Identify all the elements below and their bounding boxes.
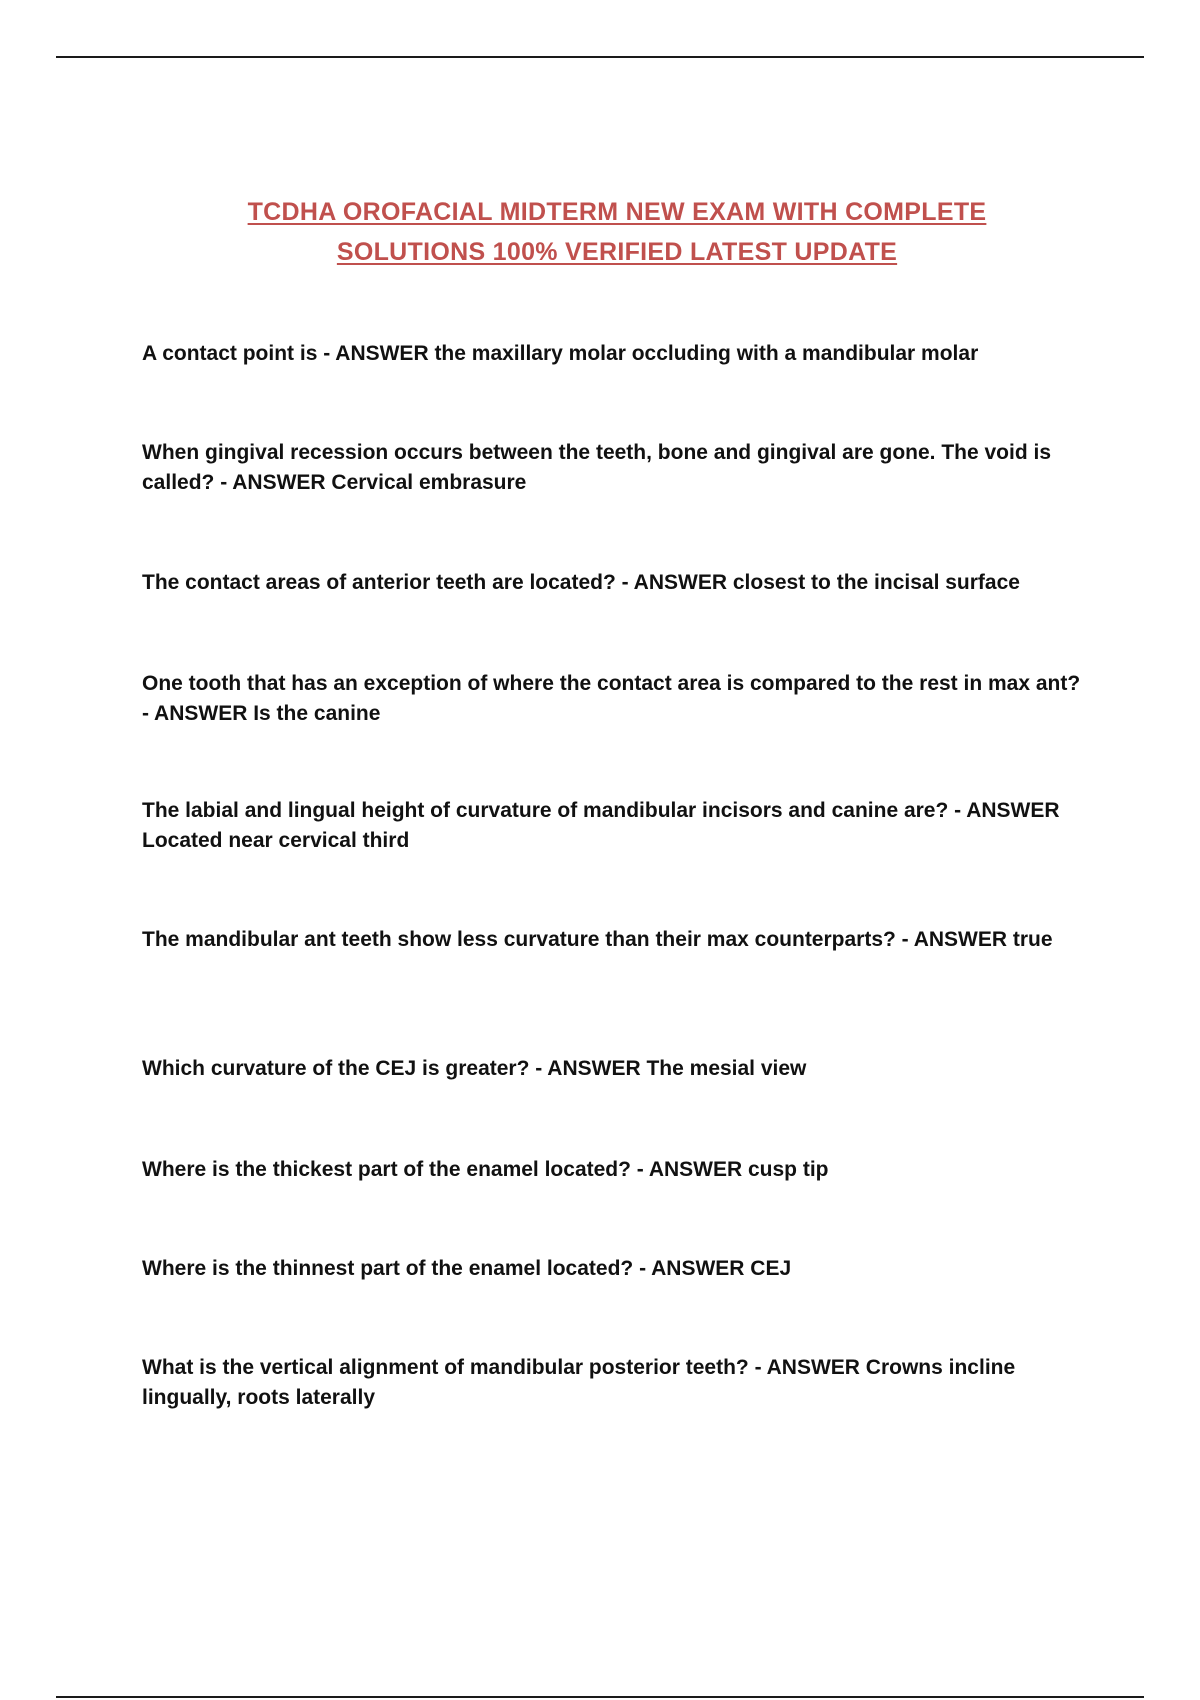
title-line-2: SOLUTIONS 100% VERIFIED LATEST UPDATE: [336, 238, 898, 266]
qa-item: What is the vertical alignment of mandibular posterior teeth? - ANSWER Crowns incline lingually, roots laterally: [142, 1356, 1016, 1409]
qa-item: Which curvature of the CEJ is greater? - ANSWER The mesial view: [142, 1057, 807, 1080]
bottom-rule: [56, 1696, 1144, 1698]
qa-item: The labial and lingual height of curvature of mandibular incisors and canine are? - ANSWER Located near cervical third: [142, 799, 1060, 852]
title-line-1: TCDHA OROFACIAL MIDTERM NEW EXAM WITH COMPLETE: [247, 198, 987, 226]
qa-item: One tooth that has an exception of where the contact area is compared to the rest in max ant? - ANSWER Is the canine: [142, 672, 1081, 725]
qa-item: Where is the thinnest part of the enamel located? - ANSWER CEJ: [142, 1257, 792, 1280]
qa-item: A contact point is - ANSWER the maxillary molar occluding with a mandibular molar: [142, 342, 979, 365]
qa-item: When gingival recession occurs between the teeth, bone and gingival are gone. The void is called? - ANSWER Cervical embrasure: [142, 441, 1052, 494]
qa-item: The mandibular ant teeth show less curvature than their max counterparts? - ANSWER true: [142, 928, 1053, 951]
top-rule: [56, 56, 1144, 58]
qa-item: Where is the thickest part of the enamel located? - ANSWER cusp tip: [142, 1158, 829, 1181]
qa-item: The contact areas of anterior teeth are located? - ANSWER closest to the incisal surface: [142, 571, 1020, 594]
document-title: [150, 192, 1084, 272]
